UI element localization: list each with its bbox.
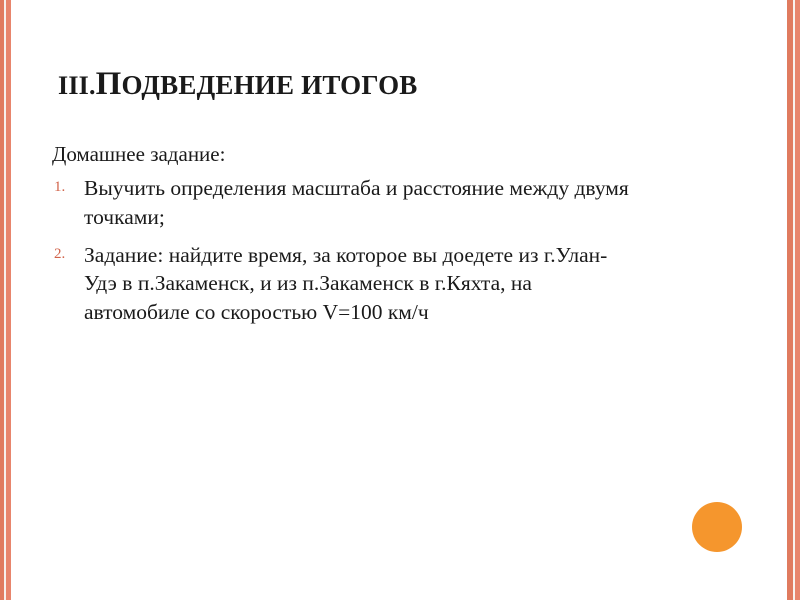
left-decorative-border bbox=[0, 0, 14, 600]
list-item-text: Выучить определения масштаба и расстояние между двумя точками; bbox=[84, 176, 629, 229]
slide-title-rest: ОДВЕДЕНИЕ ИТОГОВ bbox=[121, 70, 418, 100]
slide-title-first-letter: П bbox=[95, 66, 122, 102]
right-decorative-border bbox=[784, 0, 800, 600]
homework-list bbox=[40, 174, 630, 326]
right-stripe-4 bbox=[795, 0, 800, 600]
slide-title-numeral: III. bbox=[58, 71, 96, 100]
list-item bbox=[40, 241, 630, 326]
list-item-marker: 1. bbox=[54, 179, 66, 196]
homework-label: Домашнее задание: bbox=[52, 142, 226, 166]
decorative-circle bbox=[692, 502, 742, 552]
list-item bbox=[40, 174, 630, 231]
list-item-marker: 2. bbox=[54, 246, 66, 263]
slide-title bbox=[58, 66, 758, 102]
list-item-text: Задание: найдите время, за которое вы доедете из г.Улан-Удэ в п.Закаменск, и из п.Закаменск в г.Кяхта, на автомобиле со скоростью V=100 км/ч bbox=[84, 243, 608, 324]
slide-body bbox=[40, 140, 630, 336]
left-stripe-4 bbox=[11, 0, 14, 600]
